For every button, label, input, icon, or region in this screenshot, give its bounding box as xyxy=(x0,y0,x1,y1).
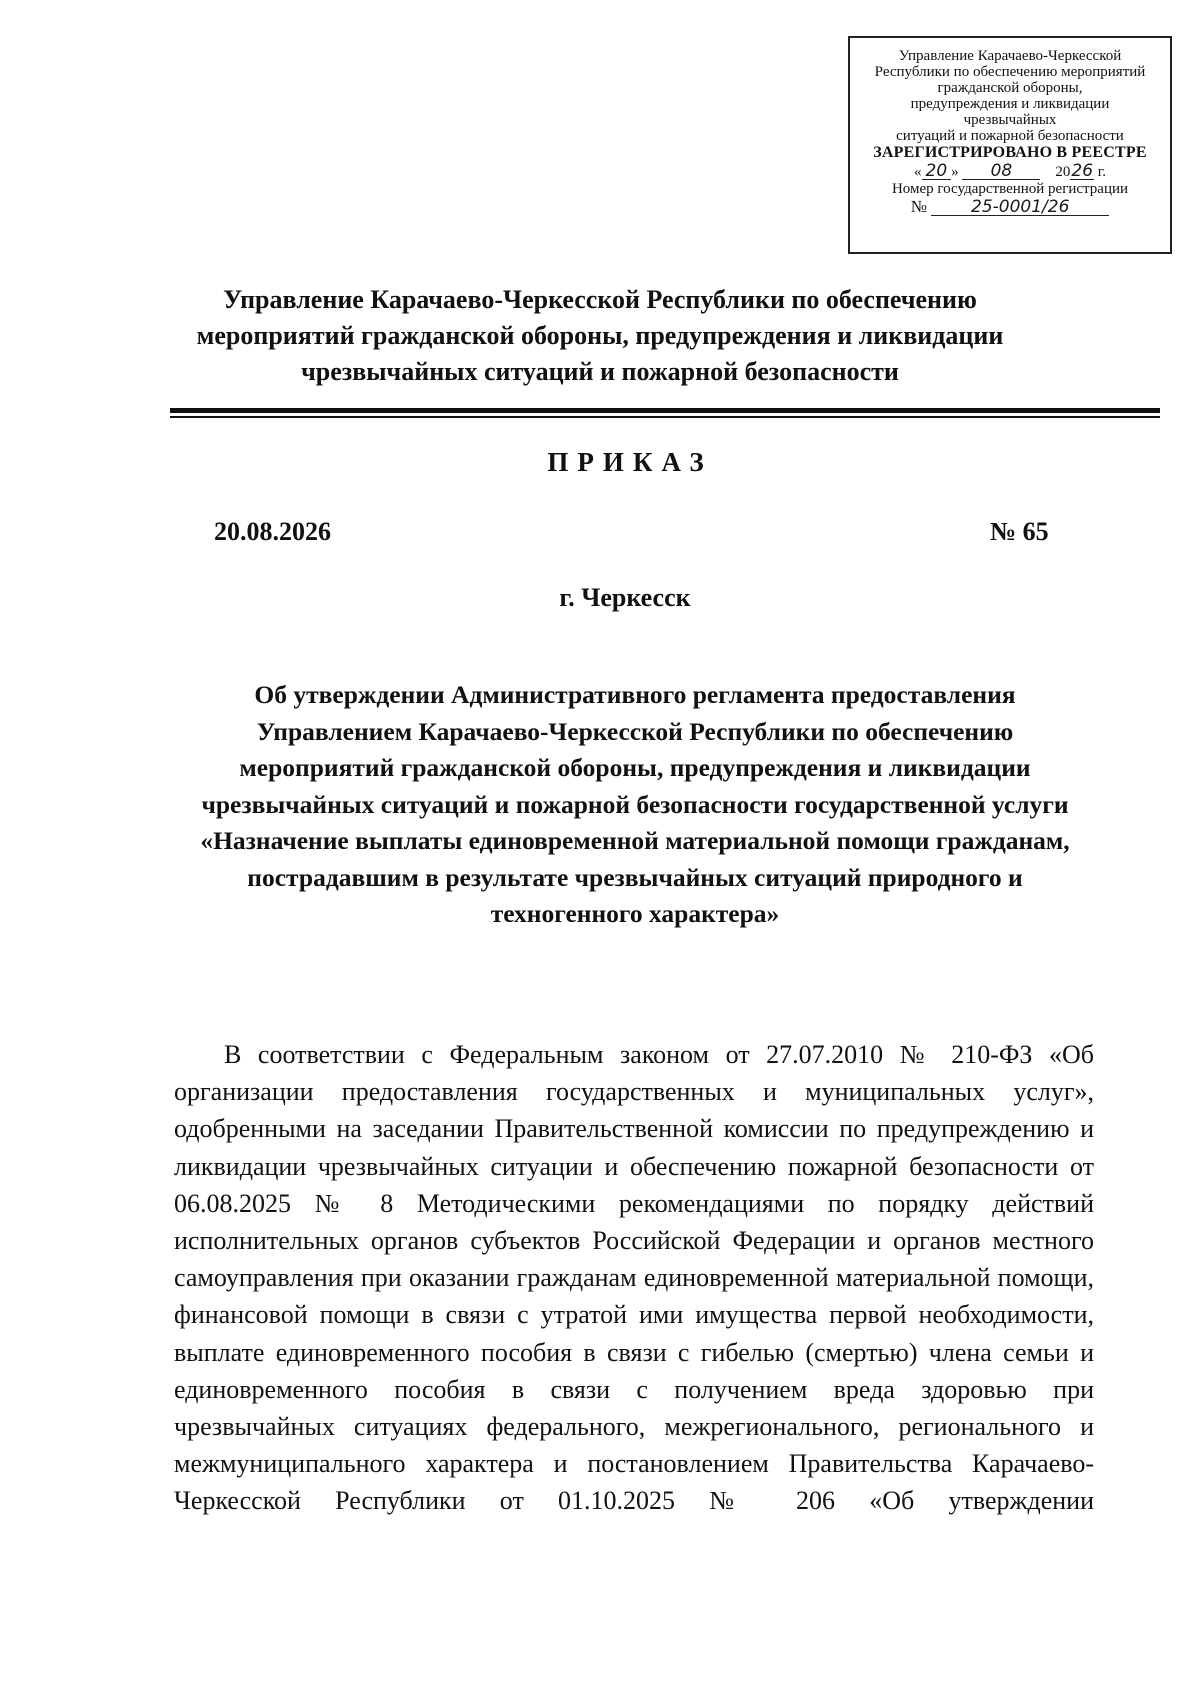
stamp-date-month: 08 xyxy=(962,163,1040,180)
stamp-date-year-end: г. xyxy=(1097,164,1106,180)
stamp-number-title: Номер государственной регистрации xyxy=(891,181,1129,197)
stamp-number-value: 25-0001/26 xyxy=(931,199,1109,216)
stamp-line: ситуаций и пожарной безопасности xyxy=(896,128,1124,144)
stamp-number-prefix: № xyxy=(910,197,927,216)
stamp-date-year-suffix: 26 xyxy=(1071,161,1094,181)
stamp-registration-date: « 20 » 08 2026 г. xyxy=(914,161,1106,181)
stamp-registered-label: ЗАРЕГИСТРИРОВАНО В РЕЕСТРЕ xyxy=(873,144,1147,161)
stamp-line: гражданской обороны, xyxy=(937,80,1083,96)
document-date: 20.08.2026 xyxy=(214,517,331,546)
header-divider-thick xyxy=(170,408,1160,413)
document-body: В соответствии с Федеральным законом от 27.07.2010 № 210-ФЗ «Об организации предоставления государственных и муниципальных услуг», одобренными на заседании Правительственной комиссии по предупреждению и ликвидации чрезвычайных ситуации и обеспечению пожарной безопасности от 06.08.2025 № 8 Методическими рекомендациями по порядку действий исполнительных органов субъектов Российской Федерации и органов местного самоуправления при оказании гражданам единовременной материальной помощи, финансовой помощи в связи с утратой ими имущества первой необходимости, выплате единовременного пособия в связи с гибелью (смертью) члена семьи и единовременного пособия в связи с получением вреда здоровью при чрезвычайных ситуациях федерального, межрегионального, регионального и межмуниципального характера и постановлением Правительства Карачаево-Черкесской Республики от 01.10.2025 № 206 «Об утверждении xyxy=(174,1040,1094,1516)
stamp-line: чрезвычайных xyxy=(963,112,1057,128)
stamp-line: Республики по обеспечению мероприятий xyxy=(874,64,1146,80)
stamp-date-year-prefix: 20 xyxy=(1055,164,1071,180)
document-type: ПРИКАЗ xyxy=(547,447,713,477)
stamp-registration-number xyxy=(856,199,1164,216)
document-subject: Об утверждении Административного регламента предоставления Управлением Карачаево-Черкесской Республики по обеспечению мероприятий гражданской обороны, предупреждения и ликвидации чрезвычайных ситуаций и пожарной безопасности государственной услуги «Назначение выплаты единовременной материальной помощи гражданам, пострадавшим в результате чрезвычайных ситуаций природного и техногенного характера» xyxy=(200,680,1070,928)
document-number: № 65 xyxy=(990,517,1049,546)
stamp-date-day: 20 xyxy=(922,163,952,180)
registration-stamp xyxy=(848,36,1172,254)
stamp-line: Управление Карачаево-Черкесской xyxy=(898,48,1122,64)
organization-name: Управление Карачаево-Черкесской Республики по обеспечению мероприятий гражданской обороны, предупреждения и ликвидации чрезвычайных ситуаций и пожарной безопасности xyxy=(196,285,1004,386)
header-divider-thin xyxy=(170,416,1160,418)
stamp-line: предупреждения и ликвидации xyxy=(910,96,1110,112)
document-city: г. Черкесск xyxy=(559,583,691,612)
